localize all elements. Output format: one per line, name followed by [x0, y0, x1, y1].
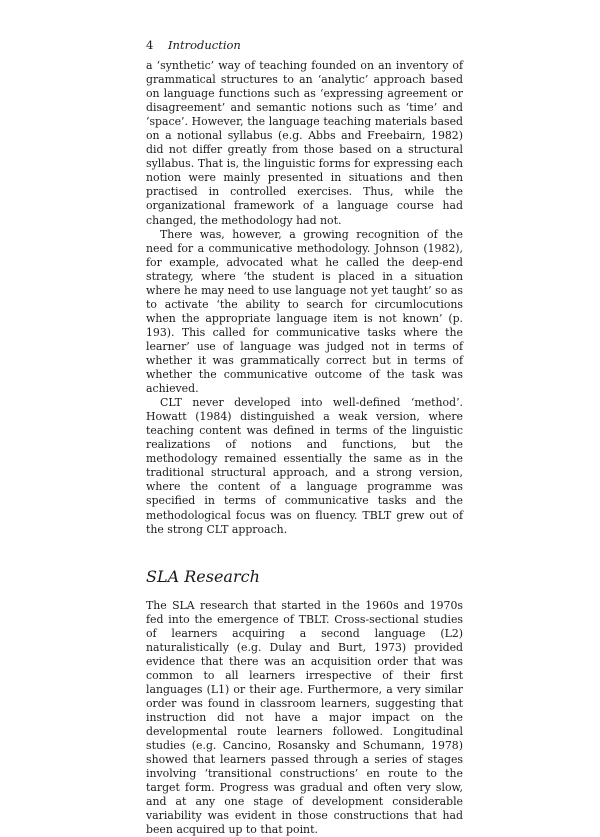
document-page	[146, 38, 463, 837]
page-number: 4	[146, 38, 154, 52]
body-paragraph: a ‘synthetic’ way of teaching founded on an inventory of grammatical structures to an ‘analytic’ approach based on language functions such as ‘expressing agreement or disagreement’ and semantic notions such as ‘time’ and ‘space’. However, the language teaching materials based on a notional syllabus (e.g. Abbs and Freebairn, 1982) did not differ greatly from those based on a structural syllabus. That is, the linguistic forms for expressing each notion were mainly presented in situations and then practised in controlled exercises. Thus, while the organizational framework of a language course had changed, the methodology had not.	[146, 59, 463, 227]
section-paragraph: The SLA research that started in the 1960s and 1970s fed into the emergence of TBLT. Cross-sectional studies of learners acquiring a second language (L2) naturalistically (e.g. Dulay and Burt, 1973) provided evidence that there was an acquisition order that was common to all learners irrespective of their first languages (L1) or their age. Furthermore, a very similar order was found in classroom learners, suggesting that instruction did not have a major impact on the developmental route learners followed. Longitudinal studies (e.g. Cancino, Rosansky and Schumann, 1978) showed that learners passed through a series of stages involving ‘transitional constructions’ en route to the target form. Progress was gradual and often very slow, and at any one stage of development considerable variability was evident in those constructions that had been acquired up to that point.	[146, 598, 463, 837]
body-paragraph: CLT never developed into well-defined ‘method’. Howatt (1984) distinguished a weak version, where teaching content was defined in terms of the linguistic realizations of notions and functions, but the methodology remained essentially the same as in the traditional structural approach, and a strong version, where the content of a language programme was specified in terms of communicative tasks and the methodological focus was on fluency. TBLT grew out of the strong CLT approach.	[146, 396, 463, 536]
body-paragraph: There was, however, a growing recognition of the need for a communicative methodology. Johnson (1982), for example, advocated what he called the deep-end strategy, where ‘the student is placed in a situation where he may need to use language not yet taught’ so as to activate ‘the ability to search for circumlocutions when the appropriate language item is not known’ (p. 193). This called for communicative tasks where the learner’ use of language was judged not in terms of whether it was grammatically correct but in terms of whether the communicative outcome of the task was achieved.	[146, 227, 463, 396]
section-heading: SLA Research	[146, 566, 260, 586]
running-title: Introduction	[168, 38, 241, 52]
running-head	[146, 38, 463, 52]
